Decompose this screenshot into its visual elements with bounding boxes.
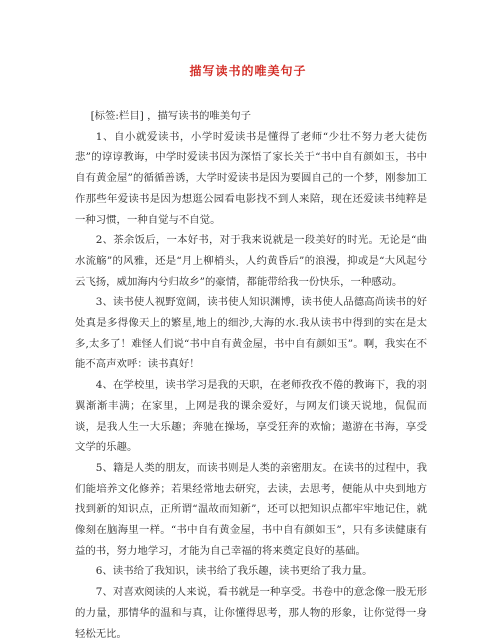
document-body [75,106,427,644]
paragraph-3: 3、读书使人视野宽阔，读书使人知识渊博，读书使人品德高尚读书的好处真是多得像天上的繁星,地上的细沙,大海的水.我从读书中得到的实在是太多,太多了！难怪人们说“书中自有黄金屋，书中自有颜如玉”。啊，我实在不能不高声欢呼：读书真好！ [75,296,427,371]
paragraph-5: 5、籍是人类的朋友，而读书则是人类的亲密朋友。在读书的过程中，我们能培养文化修养；若果经常地去研究，去读，去思考，便能从中央到地方找到新的知识点，正所谓“温故而知新”，还可以把知识点都牢牢地记住，就像刻在脑海里一样。“书中自有黄金屋，书中自有颜如玉”，只有多读健康有益的书，努力地学习，才能为自己幸福的将来奠定良好的基础。 [75,461,427,557]
paragraph-2: 2、茶余饭后，一本好书，对于我来说就是一段美好的时光。无论是“曲水流觞”的风雅，还是“月上柳梢头，人约黄昏后”的浪漫，抑或是“大风起兮云飞扬，威加海内兮归故乡”的豪情，都能带给我一份快乐，一种感动。 [75,234,427,288]
paragraph-7: 7、对喜欢阅读的人来说，看书就是一种享受。书卷中的意念像一股无形的力量，那情华的温和与真，让你懂得思考，那人物的形象，让你觉得一身轻松无比。 [75,586,427,640]
document-title: 描写读书的唯美句子 [189,64,307,78]
paragraph-6: 6、读书给了我知识，读书给了我乐趣，读书更给了我力量。 [95,565,373,578]
paragraph-1: 1、自小就爱读书，小学时爱读书是懂得了老师“少壮不努力老大徒伤悲”的谆谆教诲，中学时爱读书因为深悟了家长关于“书中自有颜如玉，书中自有黄金屋”的循循善诱，大学时爱读书是因为要圆自己的一个梦，刚参加工作那些年爱读书是因为想逛公园看电影找不到人来陪，现在还爱读书纯粹是一种习惯，一种自觉与不自觉。 [75,130,427,226]
paragraph-4: 4、在学校里，读书学习是我的天职，在老师孜孜不倦的教诲下，我的羽翼渐渐丰满；在家里，上网是我的课余爱好，与网友们谈天说地，侃侃而谈，是我人生一大乐趣；奔驰在操场，享受狂奔的欢愉；遨游在书海，享受文学的乐趣。 [75,379,427,454]
tag-line: [标签:栏目] ，描写读书的唯美句子 [90,110,251,122]
